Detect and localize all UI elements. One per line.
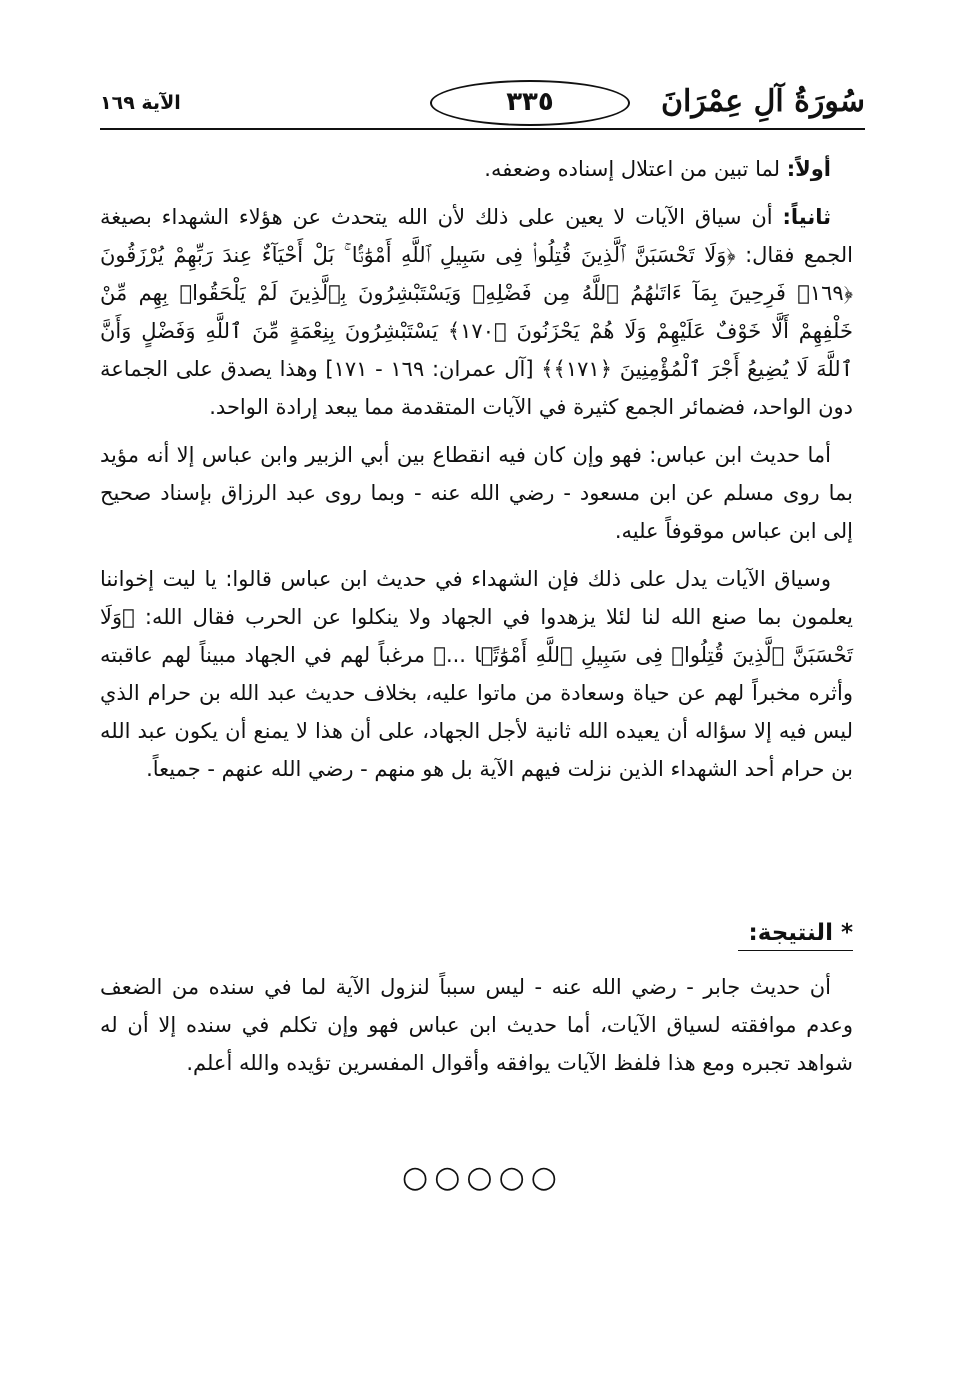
body-text bbox=[100, 150, 853, 798]
paragraph-first bbox=[100, 150, 853, 188]
conclusion-text: أن حديث جابر - رضي الله عنه - ليس سبباً لنزول الآية لما في سنده من الضعف وعدم موافقته لسياق الآيات، أما حديث ابن عباس فهو وإن تكلم في سنده إلا أن له شواهد تجبره ومع هذا فلفظ الآيات يوافقه وأقوال المفسرين تؤيده والله أعلم. bbox=[100, 975, 853, 1075]
conclusion-body bbox=[100, 968, 853, 1082]
first-label: أولاً: bbox=[786, 157, 831, 181]
page-header bbox=[100, 70, 865, 140]
second-text: أن سياق الآيات لا يعين على ذلك لأن الله يتحدث عن هؤلاء الشهداء بصيغة الجمع فقال: ﴿وَلَا تَحْسَبَنَّ ٱلَّذِينَ قُتِلُوا۟ فِى سَبِيلِ ٱللَّهِ أَمْوَٰتًۢا ۚ بَلْ أَحْيَآءٌ عِندَ رَبِّهِمْ يُرْزَقُونَ ﴿١٦٩﴾ فَرِحِينَ بِمَآ ءَاتَىٰهُمُ ٱللَّهُ مِن فَضْلِهِۦ وَيَسْتَبْشِرُونَ بِٱلَّذِينَ لَمْ يَلْحَقُوا۟ بِهِم مِّنْ خَلْفِهِمْ أَلَّا خَوْفٌ عَلَيْهِمْ وَلَا هُمْ يَحْزَنُونَ ﴿١٧٠﴾ يَسْتَبْشِرُونَ بِنِعْمَةٍ مِّنَ ٱللَّهِ وَفَضْلٍ وَأَنَّ ٱللَّهَ لَا يُضِيعُ أَجْرَ ٱلْمُؤْمِنِينَ ﴿١٧١﴾﴾ [آل عمران: ١٦٩ - ١٧١] وهذا يصدق على الجماعة دون الواحد، فضمائر الجمع كثيرة في الآيات المتقدمة مما يبعد إرادة الواحد. bbox=[100, 205, 853, 419]
first-text: لما تبين من اعتلال إسناده وضعفه. bbox=[484, 157, 787, 181]
header-divider bbox=[100, 128, 865, 130]
paragraph-ibn-abbas: أما حديث ابن عباس: فهو وإن كان فيه انقطاع بين أبي الزبير وابن عباس إلا أنه مؤيد بما روى مسلم عن ابن مسعود - رضي الله عنه - وبما روى عبد الرزاق بإسناد صحيح إلى ابن عباس موقوفاً عليه. bbox=[100, 443, 853, 543]
closing-ornament: ○○○○○ bbox=[402, 1160, 563, 1195]
ayah-label: الآية ١٦٩ bbox=[100, 92, 181, 114]
page-number: ٣٣٥ bbox=[430, 80, 630, 126]
paragraph-second bbox=[100, 198, 853, 426]
conclusion-heading: * النتيجة: bbox=[738, 920, 853, 951]
second-label: ثانياً: bbox=[782, 205, 831, 229]
paragraph-context: وسياق الآيات يدل على ذلك فإن الشهداء في حديث ابن عباس قالوا: يا ليت إخواننا يعلمون بما صنع الله لنا لئلا يزهدوا في الجهاد ولا ينكلوا عن الحرب فقال الله: ﴿وَلَا تَحْسَبَنَّ ٱلَّذِينَ قُتِلُوا۟ فِى سَبِيلِ ٱللَّهِ أَمْوَٰتًۢا ...﴾ مرغباً لهم في الجهاد مبيناً لهم عاقبته وأثره مخبراً لهم عن حياة وسعادة من ماتوا عليه، بخلاف حديث عبد الله بن حرام الذي ليس فيه إلا سؤاله أن يعيده الله ثانية لأجل الجهاد، على أن هذا لا يمنع أن يكون عبد الله بن حرام أحد الشهداء الذين نزلت فيهم الآية بل هو منهم - رضي الله عنهم - جميعاً. bbox=[100, 567, 853, 781]
surah-title: سُورَةُ آلِ عِمْرَانَ bbox=[660, 84, 865, 119]
